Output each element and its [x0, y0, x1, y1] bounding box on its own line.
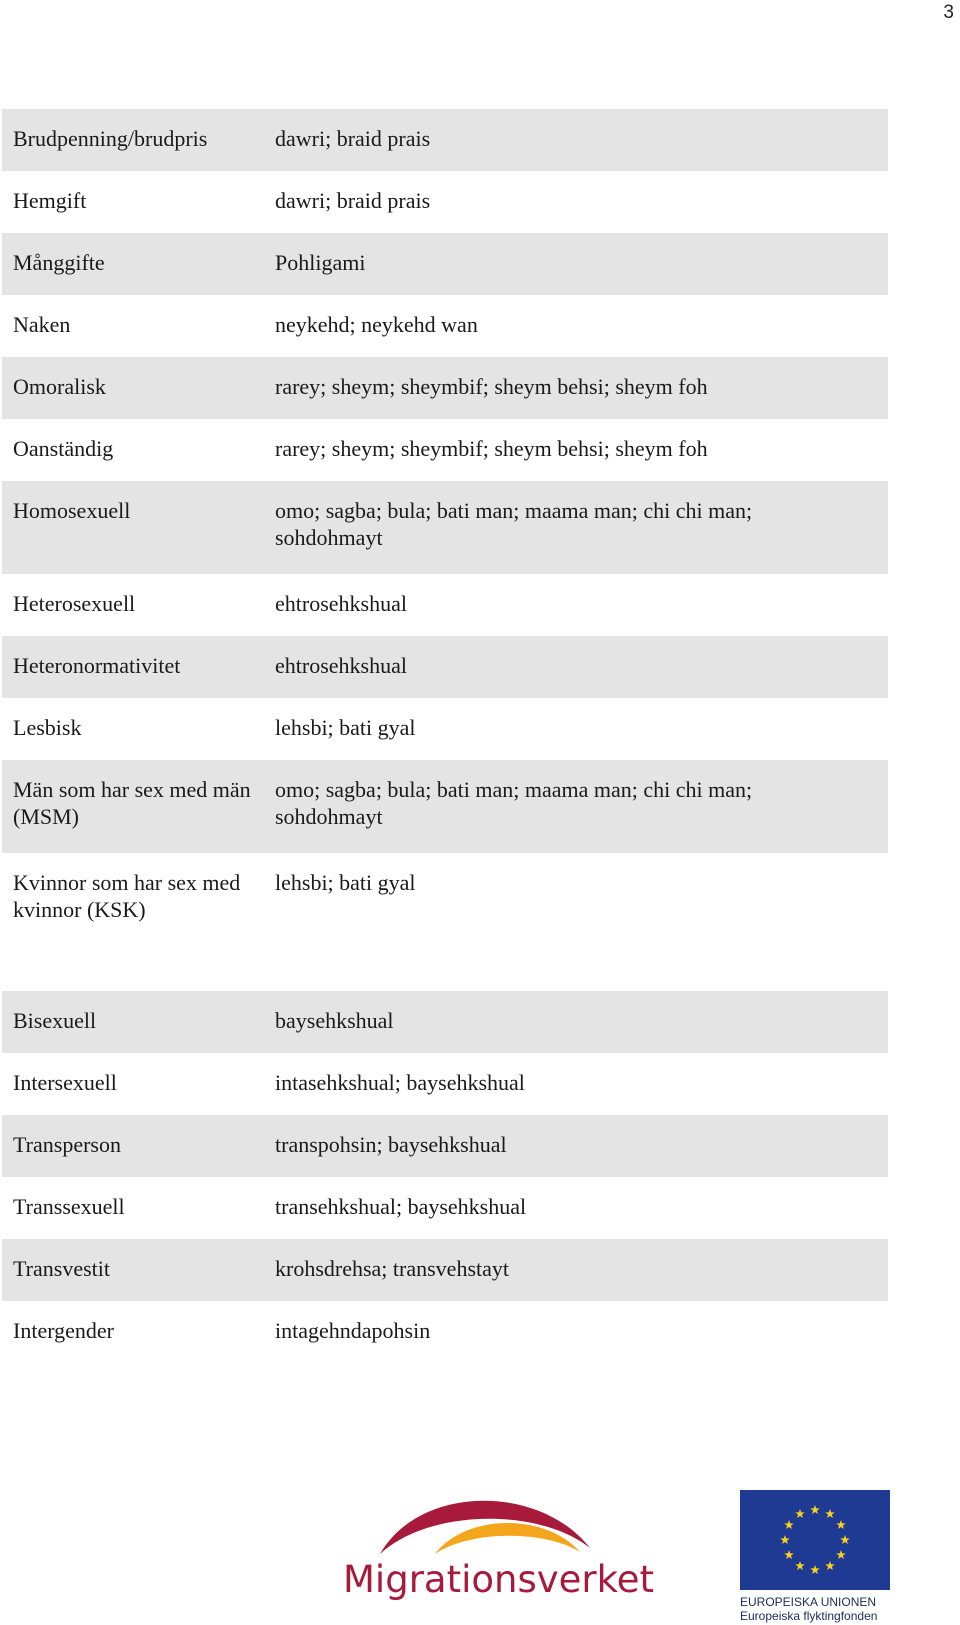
table-row [2, 1115, 888, 1177]
table-row [2, 991, 888, 1053]
term-cell: Omoralisk [13, 374, 106, 399]
table-row [2, 109, 888, 171]
translation-cell: rarey; sheym; sheymbif; sheym behsi; sheym foh [275, 436, 708, 461]
translation-cell: baysehkshual [275, 1008, 394, 1033]
translation-cell: dawri; braid prais [275, 126, 431, 151]
table-row [2, 357, 888, 419]
table-row [2, 853, 888, 946]
table-row [2, 1053, 888, 1115]
glossary-table-part1 [2, 109, 888, 946]
term-cell: Brudpenning/brudpris [13, 126, 208, 151]
table-row [2, 574, 888, 636]
footer-logos [0, 1490, 960, 1625]
eu-union-label: EUROPEISKA UNIONEN [740, 1595, 877, 1609]
translation-cell: intagehndapohsin [275, 1318, 431, 1343]
translation-cell: Pohligami [275, 250, 366, 275]
translation-cell: lehsbi; bati gyal [275, 715, 416, 740]
translation-cell: krohsdrehsa; transvehstayt [275, 1256, 509, 1281]
translation-cell: lehsbi; bati gyal [275, 870, 416, 895]
translation-cell: ehtrosehkshual [275, 653, 407, 678]
translation-cell: dawri; braid prais [275, 188, 431, 213]
translation-cell: neykehd; neykehd wan [275, 312, 478, 337]
table-row [2, 1239, 888, 1301]
migrationsverket-wordmark: Migrationsverket [343, 1558, 654, 1601]
table-row [2, 171, 888, 233]
term-cell: Transvestit [13, 1256, 110, 1281]
translation-cell: omo; sagba; bula; bati man; maama man; chi chi man; sohdohmayt [275, 498, 753, 550]
table-row [2, 295, 888, 357]
translation-cell: intasehkshual; baysehkshual [275, 1070, 525, 1095]
term-cell: Homosexuell [13, 498, 131, 523]
page-number: 3 [943, 2, 954, 23]
term-cell: Intergender [13, 1318, 114, 1343]
term-cell: Månggifte [13, 250, 105, 275]
term-cell: Oanständig [13, 436, 114, 461]
translation-cell: ehtrosehkshual [275, 591, 407, 616]
glossary-table-part2 [2, 991, 888, 1363]
table-row [2, 481, 888, 574]
term-cell: Naken [13, 312, 71, 337]
table-row [2, 1177, 888, 1239]
translation-cell: transpohsin; baysehkshual [275, 1132, 507, 1157]
term-cell: Män som har sex med män (MSM) [13, 777, 251, 829]
term-cell: Heterosexuell [13, 591, 136, 616]
table-row [2, 419, 888, 481]
term-cell: Heteronormativitet [13, 653, 181, 678]
term-cell: Hemgift [13, 188, 87, 213]
term-cell: Transperson [13, 1132, 121, 1157]
term-cell: Kvinnor som har sex med kvinnor (KSK) [13, 870, 241, 922]
term-cell: Lesbisk [13, 715, 82, 740]
term-cell: Intersexuell [13, 1070, 117, 1095]
eu-flag-icon [740, 1490, 890, 1590]
translation-cell: omo; sagba; bula; bati man; maama man; chi chi man; sohdohmayt [275, 777, 753, 829]
table-row [2, 233, 888, 295]
translation-cell: transehkshual; baysehkshual [275, 1194, 527, 1219]
table-row [2, 698, 888, 760]
translation-cell: rarey; sheym; sheymbif; sheym behsi; sheym foh [275, 374, 708, 399]
table-row [2, 1301, 888, 1363]
table-row [2, 760, 888, 853]
table-row [2, 636, 888, 698]
eu-logo [740, 1490, 892, 1623]
term-cell: Bisexuell [13, 1008, 97, 1033]
eu-fund-label: Europeiska flyktingfonden [740, 1609, 878, 1623]
term-cell: Transsexuell [13, 1194, 125, 1219]
